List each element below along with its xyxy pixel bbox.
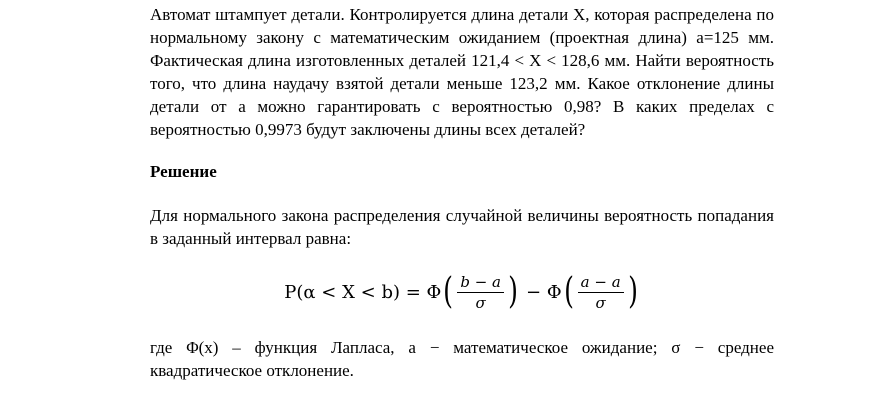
document-page [150,0,774,382]
fraction-2-numerator: a − a [578,273,624,293]
right-paren: ) [508,271,518,312]
left-paren: ( [443,271,454,312]
probability-formula [150,264,774,320]
fraction-2 [578,273,624,312]
fraction-1 [457,273,504,312]
formula-lhs: P(α < X < b) = Φ [284,281,442,303]
formula-minus: − Φ [526,281,562,303]
fraction-1-denominator: σ [475,293,486,312]
right-paren-2: ) [627,271,638,312]
solution-explanation: где Φ(x) – функция Лапласа, a − математическое ожидание; σ − среднее квадратическое отклонение. [150,338,774,380]
fraction-1-numerator: b − a [457,273,504,293]
solution-intro: Для нормального закона распределения случайной величины вероятность попадания в заданный интервал равна: [150,206,774,248]
left-paren-2: ( [563,271,574,312]
problem-statement: Автомат штампует детали. Контролируется длина детали X, которая распределена по нормальному закону с математическим ожиданием (проектная длина) a=125 мм. Фактическая длина изготовленных деталей 121,4 < X < 128,6 мм. Найти вероятность того, что длина наудачу взятой детали меньше 123,2 мм. Какое отклонение длины детали от a можно гарантировать с вероятностью 0,98? В каких пределах с вероятностью 0,9973 будут заключены длины всех деталей? [150,5,774,139]
fraction-2-denominator: σ [595,293,606,312]
solution-heading: Решение [150,162,217,181]
